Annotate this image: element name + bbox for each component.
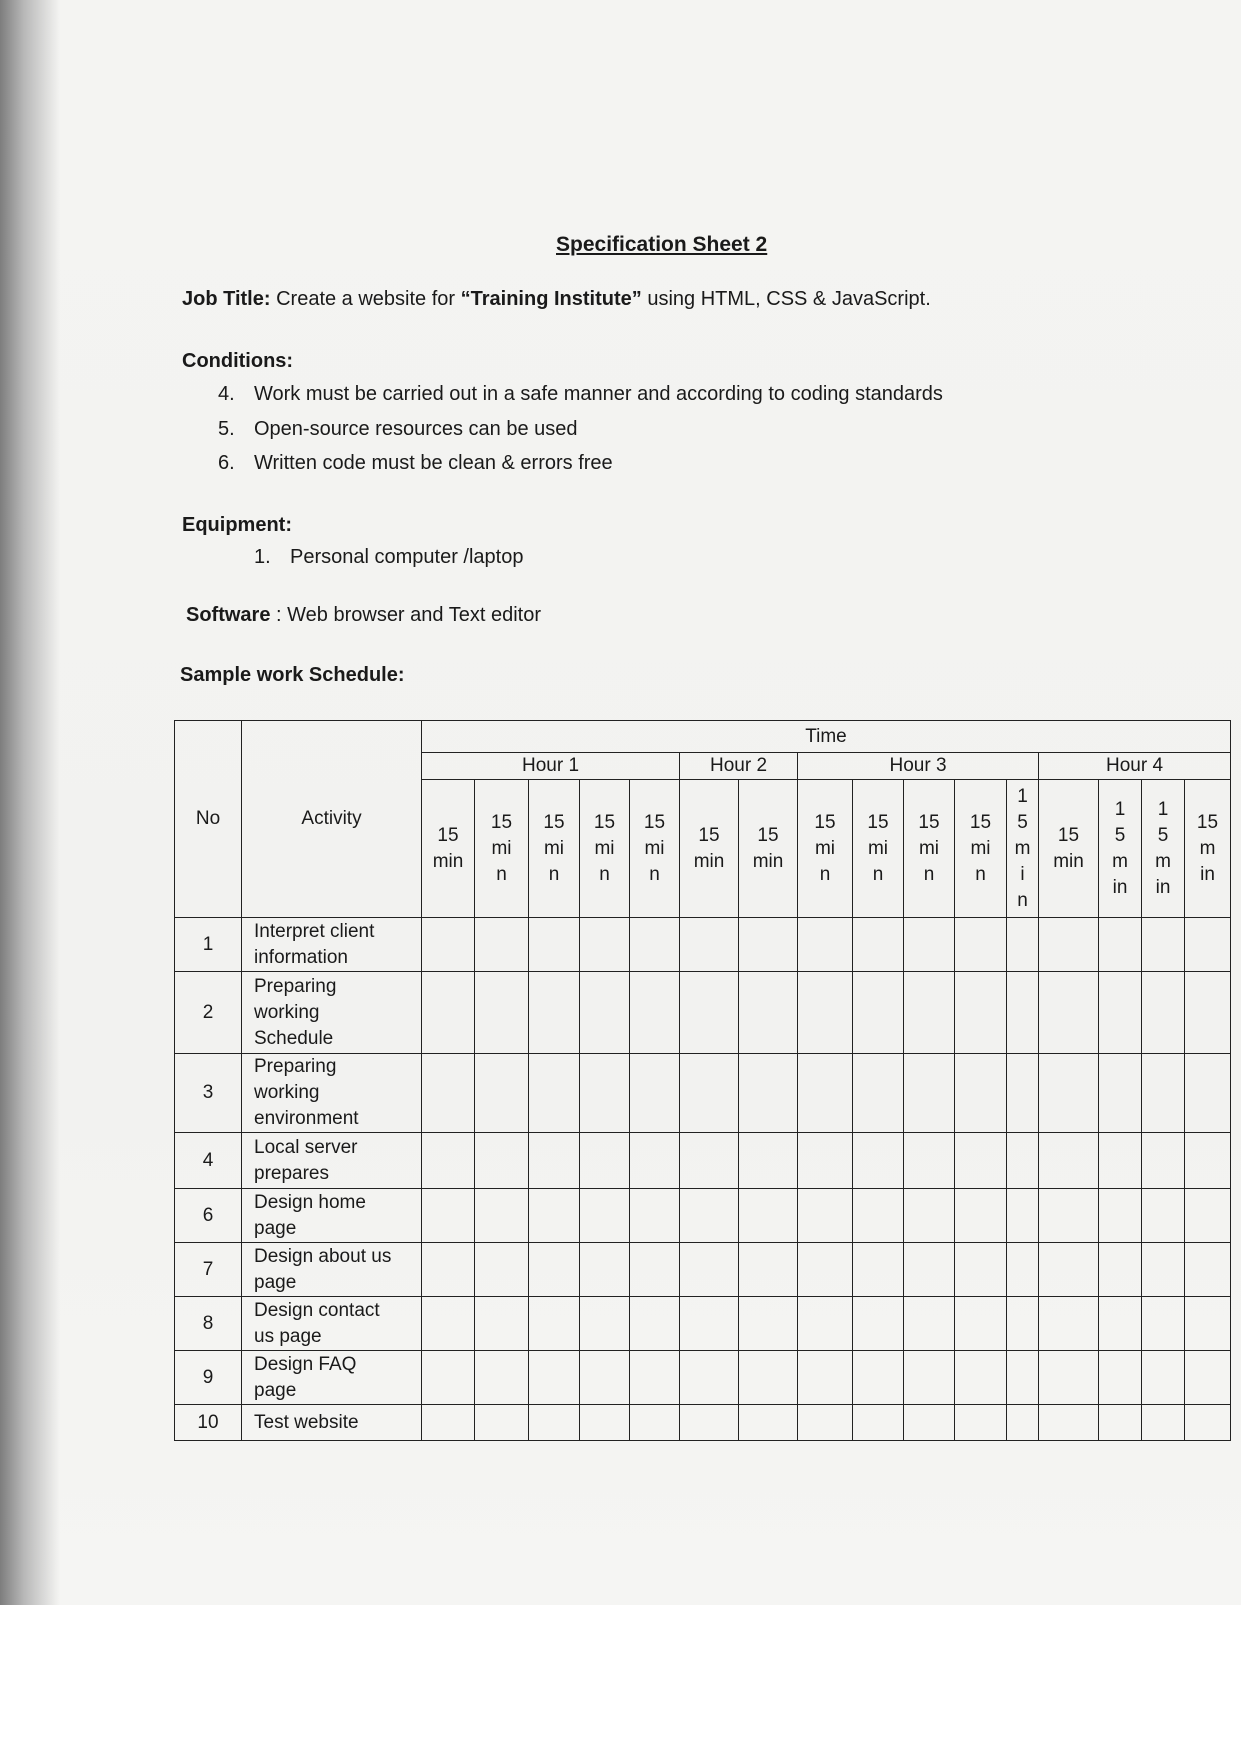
time-slot-cell bbox=[853, 1189, 904, 1243]
time-slot-text: mi bbox=[594, 837, 615, 859]
time-slot-text: 15 bbox=[643, 811, 666, 833]
time-slot-cell bbox=[798, 1297, 853, 1351]
time-slot-cell bbox=[1142, 1297, 1185, 1351]
time-slot-text: n bbox=[599, 863, 610, 885]
page-bottom-margin bbox=[0, 1605, 1241, 1755]
job-title-line bbox=[182, 288, 931, 311]
time-slot-cell bbox=[630, 1133, 680, 1189]
time-slot-cell bbox=[739, 972, 798, 1054]
time-slot-cell bbox=[1099, 1189, 1142, 1243]
row-activity bbox=[242, 918, 422, 972]
time-slot-cell bbox=[680, 1243, 739, 1297]
time-slot-header bbox=[422, 780, 475, 918]
time-slot-text: mi bbox=[644, 837, 665, 859]
time-slot-cell bbox=[1039, 972, 1099, 1054]
activity-line: Design contact bbox=[254, 1299, 380, 1321]
time-slot-text: in bbox=[1200, 863, 1215, 885]
time-slot-cell bbox=[1142, 1189, 1185, 1243]
software-line bbox=[186, 604, 541, 627]
hour-header: Hour 4 bbox=[1039, 753, 1231, 780]
time-slot-text: n bbox=[819, 863, 831, 885]
time-slot-text: mi bbox=[491, 837, 512, 859]
software-text: : Web browser and Text editor bbox=[276, 604, 541, 626]
time-slot-cell bbox=[798, 1405, 853, 1441]
time-slot-cell bbox=[680, 1297, 739, 1351]
activity-line: Test website bbox=[254, 1411, 359, 1433]
time-slot-cell bbox=[1185, 972, 1231, 1054]
time-slot-text: 15 bbox=[969, 811, 992, 833]
time-slot-text: in bbox=[1155, 876, 1171, 898]
time-slot-cell bbox=[1185, 1054, 1231, 1133]
row-number: 10 bbox=[175, 1405, 242, 1441]
time-slot-text: n bbox=[923, 863, 935, 885]
condition-item: 4. Work must be carried out in a safe manner and according to coding standards bbox=[218, 383, 943, 405]
time-slot-header bbox=[680, 780, 739, 918]
time-slot-text: 15 bbox=[543, 811, 565, 833]
time-slot-text: min bbox=[1053, 850, 1084, 872]
time-slot-cell bbox=[422, 1189, 475, 1243]
time-slot-cell bbox=[798, 972, 853, 1054]
time-slot-cell bbox=[422, 918, 475, 972]
time-slot-header bbox=[630, 780, 680, 918]
time-slot-cell bbox=[904, 1243, 955, 1297]
time-slot-cell bbox=[529, 918, 580, 972]
time-slot-cell bbox=[630, 1297, 680, 1351]
row-activity bbox=[242, 1133, 422, 1189]
row-activity bbox=[242, 972, 422, 1054]
equipment-item: 1. Personal computer /laptop bbox=[254, 546, 524, 568]
time-slot-header bbox=[739, 780, 798, 918]
time-slot-cell bbox=[1185, 1297, 1231, 1351]
software-label: Software bbox=[186, 604, 271, 626]
time-slot-cell bbox=[630, 1189, 680, 1243]
time-slot-cell bbox=[680, 1133, 739, 1189]
row-number: 7 bbox=[175, 1243, 242, 1297]
time-slot-cell bbox=[580, 1133, 630, 1189]
table-row bbox=[175, 918, 1231, 972]
time-slot-cell bbox=[630, 1243, 680, 1297]
row-number: 1 bbox=[175, 918, 242, 972]
time-slot-header bbox=[580, 780, 630, 918]
time-slot-cell bbox=[1099, 918, 1142, 972]
time-slot-header bbox=[1099, 780, 1142, 918]
time-slot-cell bbox=[955, 1133, 1007, 1189]
time-slot-cell bbox=[1185, 1133, 1231, 1189]
job-title-text: Create a website for bbox=[276, 288, 456, 310]
time-slot-cell bbox=[1185, 1405, 1231, 1441]
time-slot-header bbox=[475, 780, 529, 918]
time-slot-cell bbox=[853, 1405, 904, 1441]
time-slot-cell bbox=[1185, 1189, 1231, 1243]
time-slot-cell bbox=[739, 918, 798, 972]
time-slot-text: 15 bbox=[698, 824, 720, 846]
activity-line: working bbox=[254, 1001, 320, 1023]
time-slot-cell bbox=[1142, 1133, 1185, 1189]
time-slot-text: 15 bbox=[1057, 824, 1080, 846]
time-slot-cell bbox=[422, 1405, 475, 1441]
conditions-heading: Conditions: bbox=[182, 350, 294, 372]
time-slot-cell bbox=[630, 1054, 680, 1133]
time-slot-cell bbox=[853, 1054, 904, 1133]
time-slot-text: m bbox=[1014, 837, 1031, 859]
time-slot-cell bbox=[1099, 1054, 1142, 1133]
time-slot-cell bbox=[1039, 918, 1099, 972]
time-slot-text: in bbox=[1112, 876, 1128, 898]
time-slot-cell bbox=[1007, 1405, 1039, 1441]
time-slot-cell bbox=[529, 1243, 580, 1297]
time-slot-cell bbox=[739, 1189, 798, 1243]
time-slot-cell bbox=[739, 1133, 798, 1189]
time-slot-cell bbox=[1142, 918, 1185, 972]
time-slot-cell bbox=[1039, 1243, 1099, 1297]
time-slot-cell bbox=[475, 972, 529, 1054]
hour-header: Hour 2 bbox=[680, 753, 798, 780]
time-slot-cell bbox=[1099, 1243, 1142, 1297]
activity-line: Preparing bbox=[254, 1056, 337, 1077]
time-slot-cell bbox=[798, 1189, 853, 1243]
equipment-heading: Equipment: bbox=[182, 514, 292, 536]
row-activity bbox=[242, 1189, 422, 1243]
time-slot-cell bbox=[1039, 1133, 1099, 1189]
time-slot-text: 15 bbox=[593, 811, 616, 833]
time-slot-text: m bbox=[1155, 850, 1171, 872]
row-activity bbox=[242, 1054, 422, 1133]
time-slot-cell bbox=[955, 1054, 1007, 1133]
time-slot-cell bbox=[1007, 972, 1039, 1054]
time-slot-cell bbox=[1039, 1351, 1099, 1405]
table-row bbox=[175, 1297, 1231, 1351]
time-slot-cell bbox=[1099, 1297, 1142, 1351]
time-slot-cell bbox=[422, 1133, 475, 1189]
activity-line: working bbox=[254, 1082, 320, 1103]
row-activity bbox=[242, 1351, 422, 1405]
time-slot-text: n bbox=[872, 863, 884, 885]
activity-line: Design about us bbox=[254, 1245, 392, 1267]
time-slot-cell bbox=[1142, 1054, 1185, 1133]
time-slot-cell bbox=[739, 1405, 798, 1441]
time-slot-cell bbox=[798, 1133, 853, 1189]
time-slot-cell bbox=[580, 1054, 630, 1133]
time-slot-cell bbox=[904, 972, 955, 1054]
time-slot-cell bbox=[904, 1189, 955, 1243]
time-slot-cell bbox=[955, 1243, 1007, 1297]
table-row bbox=[175, 1405, 1231, 1441]
time-slot-cell bbox=[853, 1351, 904, 1405]
activity-line: Local server bbox=[254, 1136, 358, 1158]
table-row bbox=[175, 1243, 1231, 1297]
activity-line: page bbox=[254, 1379, 297, 1401]
time-slot-cell bbox=[798, 1243, 853, 1297]
time-slot-cell bbox=[422, 1054, 475, 1133]
time-slot-cell bbox=[1142, 1243, 1185, 1297]
activity-line: us page bbox=[254, 1325, 322, 1347]
time-slot-cell bbox=[680, 1189, 739, 1243]
job-title-suffix: using HTML, CSS & JavaScript. bbox=[647, 288, 931, 310]
time-slot-cell bbox=[853, 972, 904, 1054]
time-slot-cell bbox=[580, 1351, 630, 1405]
time-slot-cell bbox=[904, 1351, 955, 1405]
time-slot-cell bbox=[1007, 1054, 1039, 1133]
time-slot-cell bbox=[680, 972, 739, 1054]
table-row bbox=[175, 1133, 1231, 1189]
time-slot-cell bbox=[529, 1133, 580, 1189]
time-slot-header bbox=[955, 780, 1007, 918]
time-slot-header bbox=[853, 780, 904, 918]
time-slot-cell bbox=[1185, 1243, 1231, 1297]
time-slot-cell bbox=[529, 1054, 580, 1133]
time-slot-header bbox=[1007, 780, 1039, 918]
time-slot-cell bbox=[1099, 1405, 1142, 1441]
time-slot-cell bbox=[1007, 1243, 1039, 1297]
time-slot-text: m bbox=[1112, 850, 1128, 872]
time-slot-cell bbox=[1039, 1297, 1099, 1351]
time-slot-cell bbox=[798, 1054, 853, 1133]
time-slot-cell bbox=[739, 1297, 798, 1351]
table-row bbox=[175, 1351, 1231, 1405]
time-slot-text: mi bbox=[543, 837, 565, 859]
time-slot-text: n bbox=[548, 863, 560, 885]
time-slot-cell bbox=[580, 1189, 630, 1243]
time-slot-cell bbox=[955, 918, 1007, 972]
time-slot-cell bbox=[475, 1133, 529, 1189]
time-slot-text: min bbox=[752, 850, 784, 872]
time-slot-cell bbox=[630, 918, 680, 972]
time-slot-text: 15 bbox=[757, 824, 779, 846]
condition-item: 6. Written code must be clean & errors free bbox=[218, 452, 613, 474]
time-slot-text: 15 bbox=[867, 811, 889, 833]
time-slot-cell bbox=[1007, 918, 1039, 972]
time-slot-text: 15 bbox=[490, 811, 513, 833]
time-slot-cell bbox=[955, 1405, 1007, 1441]
time-slot-text: min bbox=[432, 850, 464, 872]
time-slot-text: 5 bbox=[1157, 824, 1169, 846]
time-slot-header bbox=[904, 780, 955, 918]
schedule-heading: Sample work Schedule: bbox=[180, 664, 405, 686]
time-slot-text: mi bbox=[970, 837, 991, 859]
document-title: Specification Sheet 2 bbox=[556, 233, 768, 256]
time-slot-cell bbox=[475, 1297, 529, 1351]
time-slot-cell bbox=[1007, 1351, 1039, 1405]
time-slot-text: i bbox=[1020, 863, 1025, 885]
time-slot-text: 5 bbox=[1114, 824, 1126, 846]
time-slot-cell bbox=[1142, 972, 1185, 1054]
time-slot-cell bbox=[1039, 1054, 1099, 1133]
scanner-shadow-edge bbox=[0, 0, 60, 1755]
activity-line: Interpret client bbox=[254, 920, 375, 942]
time-slot-text: 15 bbox=[1196, 811, 1219, 833]
time-slot-cell bbox=[475, 918, 529, 972]
time-slot-header bbox=[1142, 780, 1185, 918]
time-slot-text: n bbox=[496, 863, 507, 885]
time-slot-text: 15 bbox=[814, 811, 836, 833]
job-title-label: Job Title: bbox=[182, 288, 271, 310]
time-slot-cell bbox=[680, 1351, 739, 1405]
time-slot-cell bbox=[580, 1243, 630, 1297]
time-slot-text: n bbox=[649, 863, 660, 885]
time-slot-cell bbox=[955, 1297, 1007, 1351]
row-number: 6 bbox=[175, 1189, 242, 1243]
time-slot-header bbox=[1185, 780, 1231, 918]
row-activity bbox=[242, 1405, 422, 1441]
time-slot-cell bbox=[529, 1297, 580, 1351]
time-slot-cell bbox=[904, 1405, 955, 1441]
time-slot-cell bbox=[475, 1351, 529, 1405]
time-slot-cell bbox=[1007, 1189, 1039, 1243]
time-slot-header bbox=[798, 780, 853, 918]
time-slot-cell bbox=[580, 1297, 630, 1351]
time-slot-cell bbox=[1142, 1405, 1185, 1441]
time-slot-cell bbox=[739, 1054, 798, 1133]
time-slot-cell bbox=[680, 918, 739, 972]
time-slot-cell bbox=[580, 918, 630, 972]
time-slot-cell bbox=[798, 1351, 853, 1405]
time-slot-cell bbox=[1142, 1351, 1185, 1405]
time-slot-cell bbox=[422, 1243, 475, 1297]
activity-line: Schedule bbox=[254, 1027, 334, 1049]
row-activity bbox=[242, 1243, 422, 1297]
hour-header: Hour 3 bbox=[798, 753, 1039, 780]
time-slot-cell bbox=[529, 1405, 580, 1441]
column-header-activity: Activity bbox=[242, 721, 422, 918]
work-schedule-table bbox=[174, 720, 1231, 1441]
time-slot-text: 5 bbox=[1017, 811, 1028, 833]
time-slot-cell bbox=[580, 1405, 630, 1441]
time-slot-cell bbox=[630, 1405, 680, 1441]
time-slot-cell bbox=[955, 1189, 1007, 1243]
job-title-name: “Training Institute” bbox=[460, 288, 642, 310]
time-slot-cell bbox=[853, 1297, 904, 1351]
time-slot-cell bbox=[680, 1405, 739, 1441]
time-slot-cell bbox=[529, 1189, 580, 1243]
time-slot-text: n bbox=[1017, 889, 1028, 911]
time-slot-text: 1 bbox=[1114, 798, 1126, 820]
time-slot-text: 1 bbox=[1157, 798, 1169, 820]
time-slot-cell bbox=[1099, 1133, 1142, 1189]
activity-line: page bbox=[254, 1217, 297, 1239]
time-slot-cell bbox=[1099, 972, 1142, 1054]
time-slot-cell bbox=[422, 972, 475, 1054]
time-slot-cell bbox=[475, 1054, 529, 1133]
time-slot-cell bbox=[739, 1351, 798, 1405]
row-number: 4 bbox=[175, 1133, 242, 1189]
activity-line: Design FAQ bbox=[254, 1353, 357, 1375]
time-slot-text: mi bbox=[814, 837, 836, 859]
row-number: 3 bbox=[175, 1054, 242, 1133]
time-slot-cell bbox=[904, 918, 955, 972]
time-slot-text: 1 bbox=[1017, 785, 1028, 807]
time-slot-cell bbox=[680, 1054, 739, 1133]
time-slot-cell bbox=[904, 1054, 955, 1133]
time-slot-cell bbox=[955, 972, 1007, 1054]
condition-item: 5. Open-source resources can be used bbox=[218, 418, 578, 440]
activity-line: Preparing bbox=[254, 975, 337, 997]
time-slot-text: 15 bbox=[918, 811, 940, 833]
time-slot-text: mi bbox=[867, 837, 889, 859]
activity-line: information bbox=[254, 946, 348, 968]
time-slot-text: m bbox=[1199, 837, 1216, 859]
activity-line: prepares bbox=[254, 1162, 329, 1184]
row-number: 9 bbox=[175, 1351, 242, 1405]
time-slot-text: min bbox=[693, 850, 725, 872]
time-slot-cell bbox=[853, 1243, 904, 1297]
time-slot-cell bbox=[1007, 1297, 1039, 1351]
column-header-no: No bbox=[175, 721, 242, 918]
time-slot-cell bbox=[475, 1405, 529, 1441]
time-slot-cell bbox=[580, 972, 630, 1054]
column-header-time: Time bbox=[422, 721, 1231, 753]
activity-line: environment bbox=[254, 1108, 359, 1129]
time-slot-cell bbox=[853, 918, 904, 972]
time-slot-cell bbox=[1185, 918, 1231, 972]
time-slot-cell bbox=[853, 1133, 904, 1189]
time-slot-header bbox=[1039, 780, 1099, 918]
time-slot-cell bbox=[422, 1351, 475, 1405]
row-number: 2 bbox=[175, 972, 242, 1054]
time-slot-cell bbox=[1185, 1351, 1231, 1405]
time-slot-cell bbox=[739, 1243, 798, 1297]
row-number: 8 bbox=[175, 1297, 242, 1351]
time-slot-cell bbox=[904, 1133, 955, 1189]
time-slot-cell bbox=[1039, 1189, 1099, 1243]
time-slot-cell bbox=[798, 918, 853, 972]
table-row bbox=[175, 1189, 1231, 1243]
activity-line: page bbox=[254, 1271, 297, 1293]
time-slot-text: n bbox=[975, 863, 986, 885]
table-row bbox=[175, 1054, 1231, 1133]
time-slot-cell bbox=[529, 972, 580, 1054]
time-slot-cell bbox=[630, 1351, 680, 1405]
activity-line: Design home bbox=[254, 1191, 366, 1213]
hour-header: Hour 1 bbox=[422, 753, 680, 780]
time-slot-cell bbox=[904, 1297, 955, 1351]
time-slot-cell bbox=[1099, 1351, 1142, 1405]
time-slot-cell bbox=[422, 1297, 475, 1351]
table-row bbox=[175, 972, 1231, 1054]
time-slot-cell bbox=[955, 1351, 1007, 1405]
time-slot-cell bbox=[529, 1351, 580, 1405]
time-slot-cell bbox=[1007, 1133, 1039, 1189]
time-slot-text: 15 bbox=[437, 824, 459, 846]
time-slot-cell bbox=[630, 972, 680, 1054]
time-slot-cell bbox=[475, 1243, 529, 1297]
time-slot-header bbox=[529, 780, 580, 918]
time-slot-cell bbox=[1039, 1405, 1099, 1441]
time-slot-cell bbox=[475, 1189, 529, 1243]
row-activity bbox=[242, 1297, 422, 1351]
time-slot-text: mi bbox=[918, 837, 940, 859]
